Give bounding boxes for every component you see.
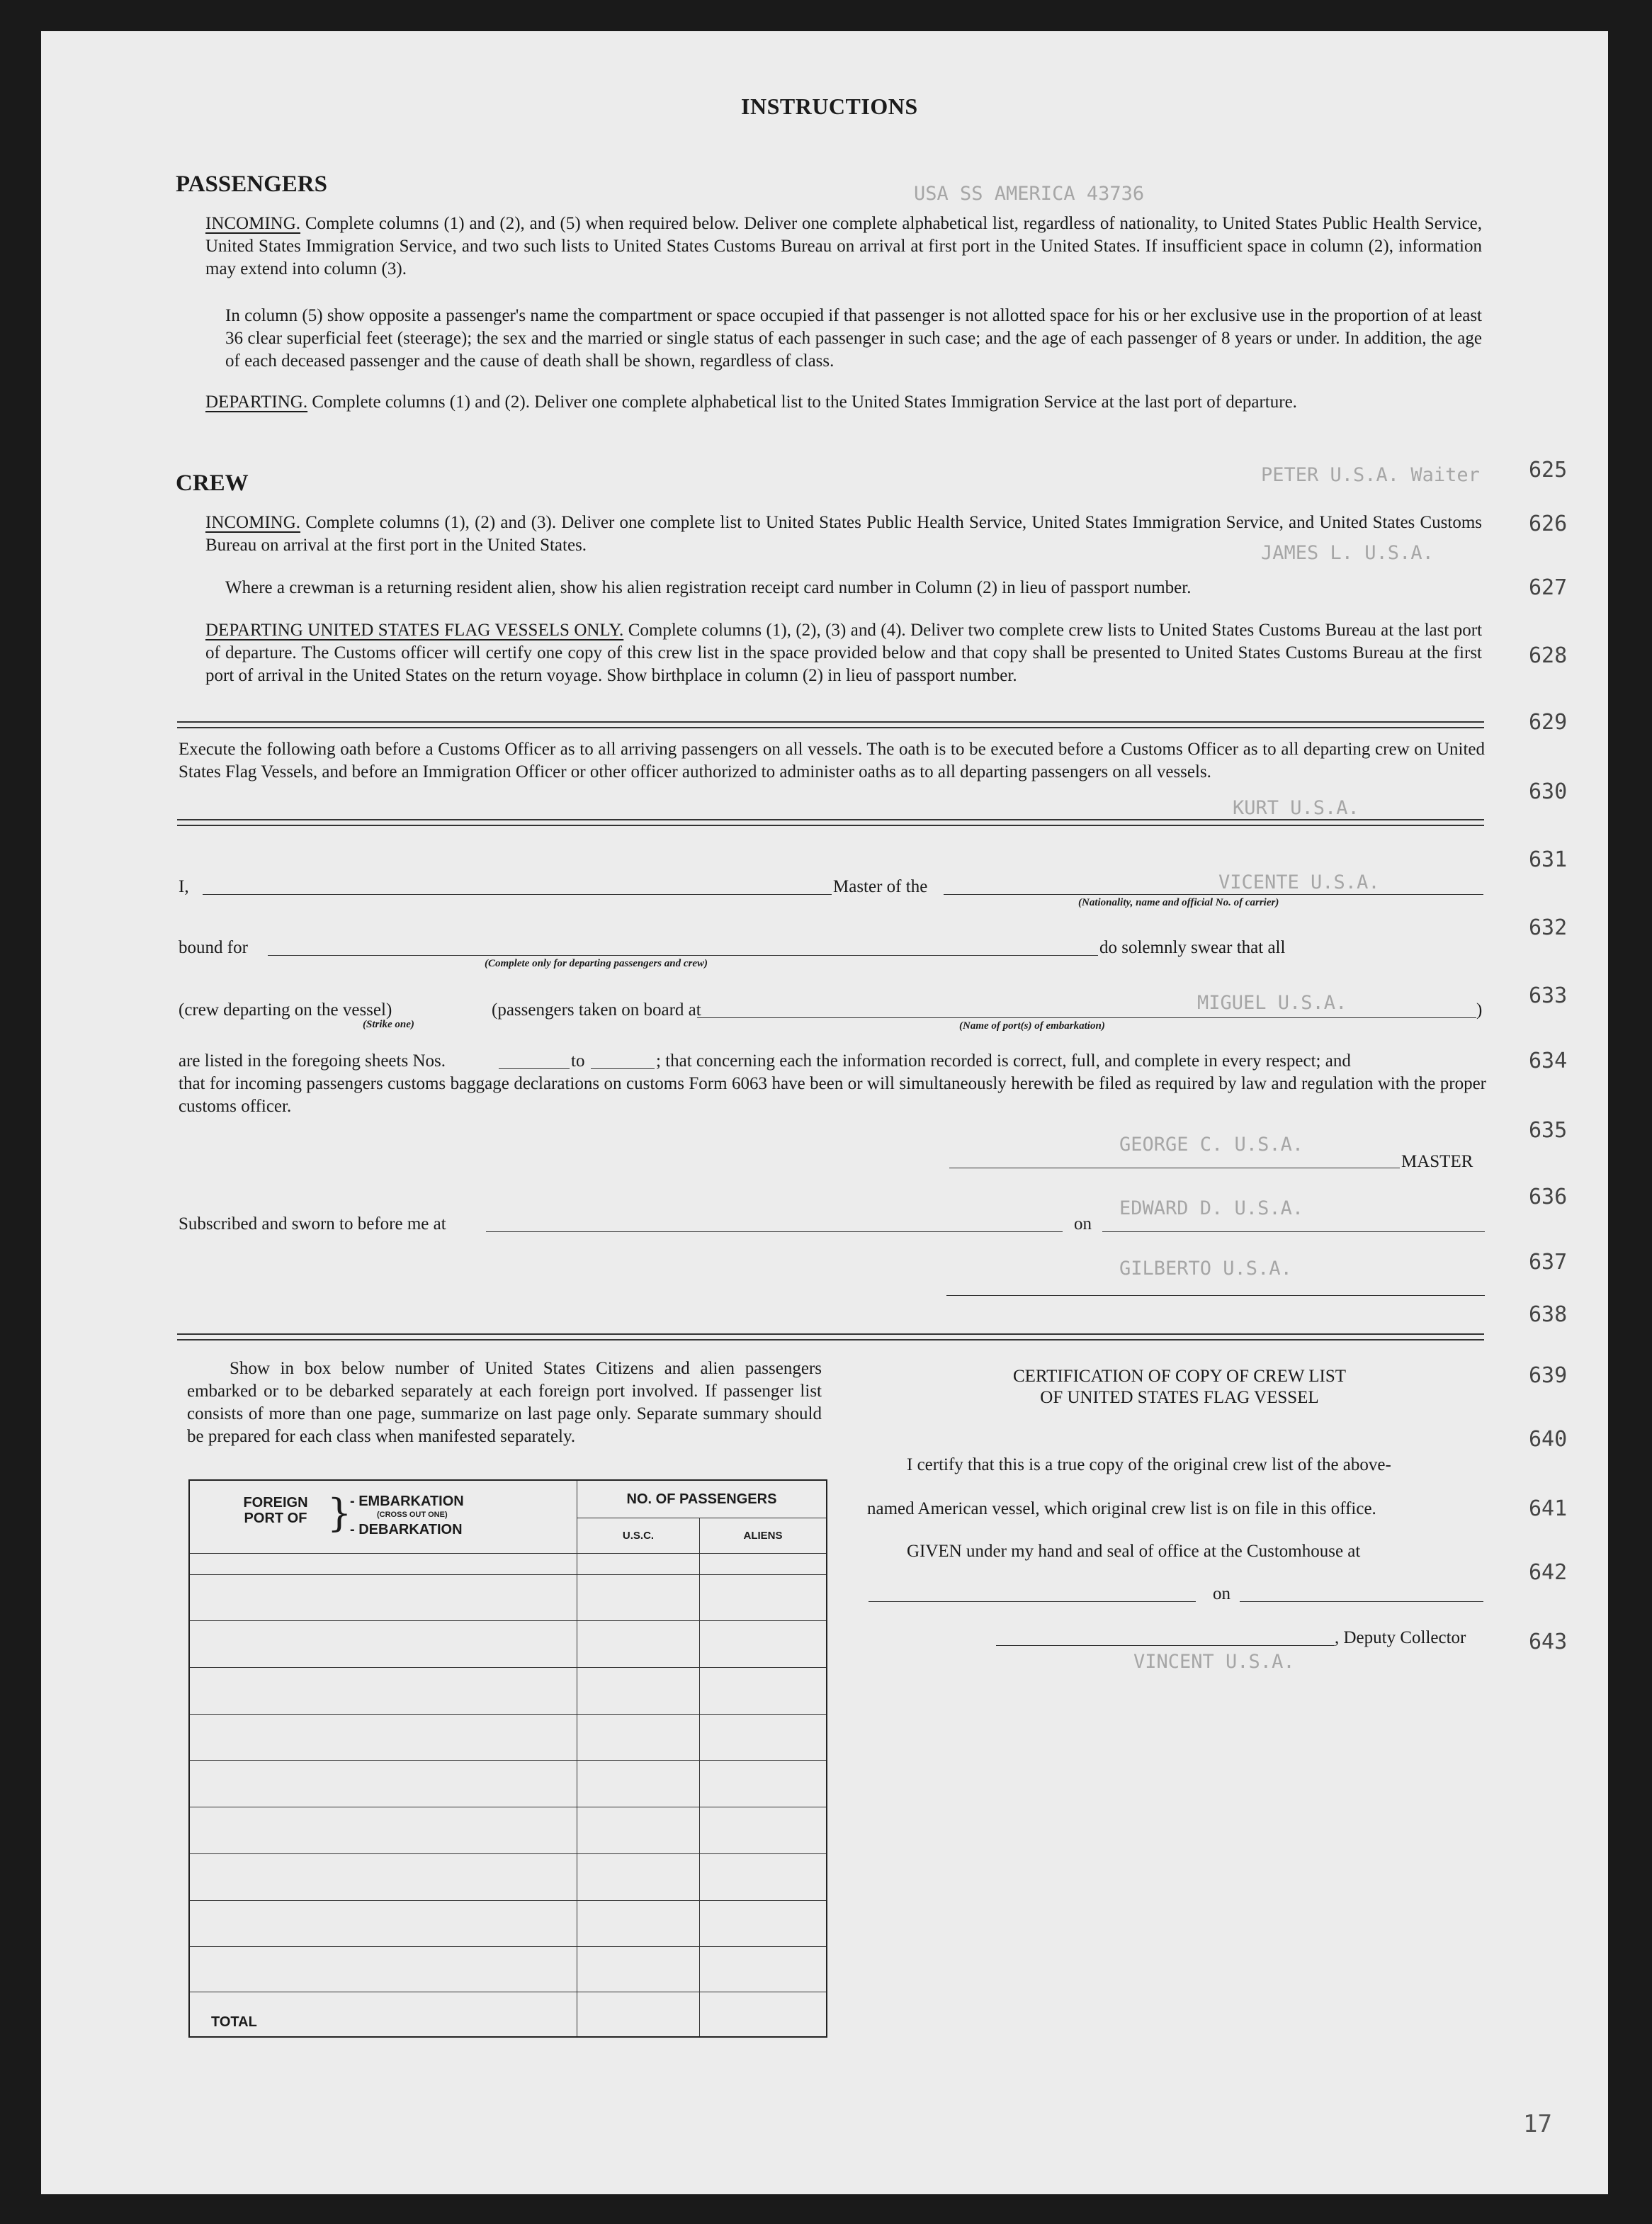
- usc-cell[interactable]: [577, 1714, 700, 1761]
- usc-cell[interactable]: [577, 1553, 700, 1574]
- cross-out-caption: (CROSS OUT ONE): [377, 1511, 448, 1519]
- crew-departing-paragraph: [205, 619, 1482, 687]
- margin-line-number: 641: [1529, 1496, 1568, 1521]
- passengers-column5-paragraph: In column (5) show opposite a passenger's name the compartment or space occupied if that passenger is not allotted space for his or her exclusive use in the proportion of at least 36 clear superficial feet (steerage); the sex and the married or single status of each passenger in such case; and the age of each passenger of 8 years or under. In addition, the age of each deceased passenger and the cause of death shall be shown, regardless of class.: [225, 306, 1482, 371]
- divider: [177, 825, 1484, 826]
- crew-heading: CREW: [176, 470, 249, 496]
- sworn-date-field[interactable]: [1102, 1231, 1485, 1232]
- divider: [177, 819, 1484, 820]
- foreign-port-of-label: FOREIGN PORT OF: [243, 1495, 308, 1526]
- aliens-cell[interactable]: [700, 1574, 827, 1621]
- sheet-from-field[interactable]: [499, 1068, 570, 1069]
- margin-line-number: 628: [1529, 643, 1568, 668]
- sworn-at-field[interactable]: [486, 1231, 1063, 1232]
- certification-date-field[interactable]: [1240, 1601, 1483, 1602]
- certify-line2: named American vessel, which original crew list is on file in this office.: [867, 1499, 1376, 1518]
- usc-header: U.S.C.: [577, 1518, 700, 1554]
- port-cell[interactable]: [189, 1853, 577, 1900]
- carrier-field[interactable]: [944, 894, 1483, 895]
- nationality-caption: (Nationality, name and official No. of carrier): [1078, 897, 1279, 908]
- usc-cell[interactable]: [577, 1947, 700, 1992]
- certification-title-line2: OF UNITED STATES FLAG VESSEL: [1040, 1388, 1319, 1407]
- margin-line-number: 642: [1529, 1560, 1568, 1585]
- bleed-through-text: GEORGE C. U.S.A.: [1119, 1134, 1304, 1156]
- port-cell[interactable]: [189, 1574, 577, 1621]
- certification-title: [843, 1366, 1516, 1409]
- bleed-through-text: KURT U.S.A.: [1233, 797, 1359, 819]
- port-header-cell: [189, 1480, 577, 1553]
- passengers-incoming-text: Complete columns (1) and (2), and (5) when required below. Deliver one complete alphabetical list, regardless of nationality, to United States Public Health Service, United States Immigration Service, and two such lists to United States Customs Bureau on arrival at first port in the United States. If insufficient space in column (2), information may extend into column (3).: [205, 214, 1483, 278]
- oath-intro: Execute the following oath before a Customs Officer as to all arriving passengers on all vessels. The oath is to be executed before a Customs Officer as to all departing crew on United States Flag Vessels, and before an Immigration Officer or other officer authorized to administer oaths as to all departing passengers on all vessels.: [179, 740, 1485, 781]
- oath-i-label: I,: [179, 877, 189, 896]
- aliens-cell[interactable]: [700, 1900, 827, 1947]
- bleed-through-text: VICENTE U.S.A.: [1218, 871, 1380, 893]
- passengers-departing-lead: DEPARTING.: [205, 393, 308, 412]
- usc-cell[interactable]: [577, 1621, 700, 1668]
- margin-line-number: 637: [1529, 1250, 1568, 1275]
- no-of-passengers-header: NO. OF PASSENGERS: [577, 1480, 827, 1518]
- passengers-incoming-lead: INCOMING.: [205, 214, 301, 233]
- page-title: INSTRUCTIONS: [741, 94, 918, 119]
- bleed-through-text: PETER U.S.A. Waiter: [1261, 464, 1480, 486]
- port-cell[interactable]: [189, 1807, 577, 1854]
- embarkation-label: - EMBARKATION: [350, 1494, 464, 1509]
- bleed-through-text: EDWARD D. U.S.A.: [1119, 1197, 1304, 1219]
- strike-one-caption: (Strike one): [363, 1019, 414, 1030]
- total-label: TOTAL: [189, 1992, 577, 2037]
- passengers-departing-paragraph: [205, 391, 1482, 414]
- passenger-summary-table: [188, 1479, 827, 2038]
- page-number: 17: [1523, 2110, 1552, 2138]
- margin-line-number: 636: [1529, 1185, 1568, 1209]
- port-cell[interactable]: [189, 1900, 577, 1947]
- aliens-cell[interactable]: [700, 1667, 827, 1714]
- passengers-taken-label: (passengers taken on board at: [492, 1000, 701, 1020]
- bound-for-label: bound for: [179, 938, 248, 957]
- master-name-field[interactable]: [203, 894, 832, 895]
- embarkation-ports-field[interactable]: [697, 1017, 1476, 1018]
- margin-line-number: 638: [1529, 1302, 1568, 1327]
- margin-line-number: 640: [1529, 1427, 1568, 1452]
- crew-incoming-paragraph: [205, 512, 1482, 557]
- port-cell[interactable]: [189, 1714, 577, 1761]
- on-label: on: [1074, 1214, 1092, 1234]
- summary-instructions: Show in box below number of United States Citizens and alien passengers embarked or to be debarked separately at each foreign port involved. If passenger list consists of more than one page, summarize on last page only. Separate summary should be prepared for each class when manifested separately.: [187, 1359, 822, 1446]
- margin-line-number: 634: [1529, 1049, 1568, 1073]
- subscribed-label: Subscribed and sworn to before me at: [179, 1214, 446, 1234]
- deputy-collector-label: , Deputy Collector: [1335, 1628, 1466, 1647]
- customhouse-field[interactable]: [869, 1601, 1196, 1602]
- divider: [177, 727, 1484, 728]
- crew-departing-lead: DEPARTING UNITED STATES FLAG VESSELS ONLY.: [205, 621, 624, 640]
- margin-line-number: 627: [1529, 575, 1568, 600]
- bleed-through-text: JAMES L. U.S.A.: [1261, 542, 1434, 564]
- usc-cell[interactable]: [577, 1807, 700, 1854]
- port-cell[interactable]: [189, 1621, 577, 1668]
- to-label: to: [571, 1051, 585, 1071]
- listed-prefix: are listed in the foregoing sheets Nos.: [179, 1051, 446, 1071]
- bleed-through-text: VINCENT U.S.A.: [1133, 1651, 1295, 1673]
- usc-cell[interactable]: [577, 1574, 700, 1621]
- passengers-heading: PASSENGERS: [176, 171, 327, 197]
- passengers-departing-text: Complete columns (1) and (2). Deliver one complete alphabetical list to the United States Immigration Service at the last port of departure.: [312, 393, 1297, 412]
- aliens-cell[interactable]: [700, 1714, 827, 1761]
- margin-line-number: 633: [1529, 983, 1568, 1008]
- aliens-cell[interactable]: [700, 1947, 827, 1992]
- aliens-cell[interactable]: [700, 1553, 827, 1574]
- crew-resident-paragraph: Where a crewman is a returning resident alien, show his alien registration receipt card number in Column (2) in lieu of passport number.: [225, 578, 1192, 597]
- margin-line-number: 630: [1529, 779, 1568, 804]
- margin-line-number: 626: [1529, 512, 1568, 536]
- divider: [177, 1333, 1484, 1335]
- bleed-through-text: GILBERTO U.S.A.: [1119, 1258, 1292, 1280]
- officer-signature-field[interactable]: [946, 1295, 1485, 1296]
- margin-line-number: 625: [1529, 458, 1568, 482]
- master-of-the-label: Master of the: [833, 877, 928, 896]
- bound-for-field[interactable]: [268, 955, 1098, 956]
- listed-suffix: ; that concerning each the information recorded is correct, full, and complete in every respect; and: [656, 1051, 1351, 1071]
- deputy-signature-field[interactable]: [996, 1645, 1335, 1646]
- sheet-to-field[interactable]: [591, 1068, 655, 1069]
- certification-title-line1: CERTIFICATION OF COPY OF CREW LIST: [1012, 1367, 1347, 1386]
- margin-line-number: 629: [1529, 710, 1568, 735]
- crew-departing-text: Complete columns (1), (2), (3) and (4). Deliver two complete crew lists to United States Customs Bureau at the last port of departure. The Customs officer will certify one copy of this crew list in the space provided below and that copy shall be presented to United States Customs Bureau at the first port of arrival in the United States on the return voyage. Show birthplace in column (2) in lieu of passport number.: [205, 621, 1483, 685]
- crew-departing-label: (crew departing on the vessel): [179, 1000, 392, 1020]
- close-paren: ): [1476, 1000, 1483, 1020]
- given-line: GIVEN under my hand and seal of office at the Customhouse at: [907, 1542, 1361, 1561]
- usc-cell[interactable]: [577, 1761, 700, 1807]
- do-solemnly-label: do solemnly swear that all: [1099, 938, 1286, 957]
- port-cell[interactable]: [189, 1553, 577, 1574]
- complete-only-caption: (Complete only for departing passengers and crew): [485, 958, 708, 969]
- aliens-cell[interactable]: [700, 1621, 827, 1668]
- port-cell[interactable]: [189, 1667, 577, 1714]
- certify-line1: I certify that this is a true copy of the original crew list of the above-: [907, 1455, 1391, 1474]
- margin-line-number: 635: [1529, 1118, 1568, 1143]
- ports-caption: (Name of port(s) of embarkation): [959, 1020, 1105, 1032]
- divider: [177, 1339, 1484, 1340]
- usc-cell[interactable]: [577, 1853, 700, 1900]
- crew-incoming-text: Complete columns (1), (2) and (3). Deliver one complete list to United States Public Health Service, United States Immigration Service, and United States Customs Bureau on arrival at the first port in the United States.: [205, 513, 1482, 555]
- margin-line-number: 632: [1529, 915, 1568, 940]
- master-label: MASTER: [1401, 1152, 1473, 1171]
- margin-line-number: 631: [1529, 847, 1568, 872]
- port-cell[interactable]: [189, 1947, 577, 1992]
- bleed-through-text: MIGUEL U.S.A.: [1197, 992, 1347, 1014]
- debarkation-label: - DEBARKATION: [350, 1522, 463, 1537]
- aliens-cell[interactable]: [700, 1807, 827, 1854]
- port-cell[interactable]: [189, 1761, 577, 1807]
- aliens-total-cell[interactable]: [700, 1992, 827, 2037]
- usc-cell[interactable]: [577, 1667, 700, 1714]
- brace-icon: }: [327, 1491, 352, 1535]
- usc-total-cell[interactable]: [577, 1992, 700, 2037]
- passengers-incoming-paragraph: [205, 213, 1482, 281]
- bleed-through-text: USA SS AMERICA 43736: [914, 183, 1145, 205]
- aliens-cell[interactable]: [700, 1853, 827, 1900]
- divider: [177, 721, 1484, 723]
- certification-on-label: on: [1213, 1584, 1230, 1603]
- usc-cell[interactable]: [577, 1900, 700, 1947]
- crew-incoming-lead: INCOMING.: [205, 513, 301, 532]
- margin-line-number: 643: [1529, 1630, 1568, 1654]
- aliens-cell[interactable]: [700, 1761, 827, 1807]
- aliens-header: ALIENS: [700, 1518, 827, 1554]
- margin-line-number: 639: [1529, 1363, 1568, 1388]
- listed-rest: that for incoming passengers customs baggage declarations on customs Form 6063 have been or will simultaneously herewith be filed as required by law and regulation with the proper customs officer.: [179, 1074, 1486, 1116]
